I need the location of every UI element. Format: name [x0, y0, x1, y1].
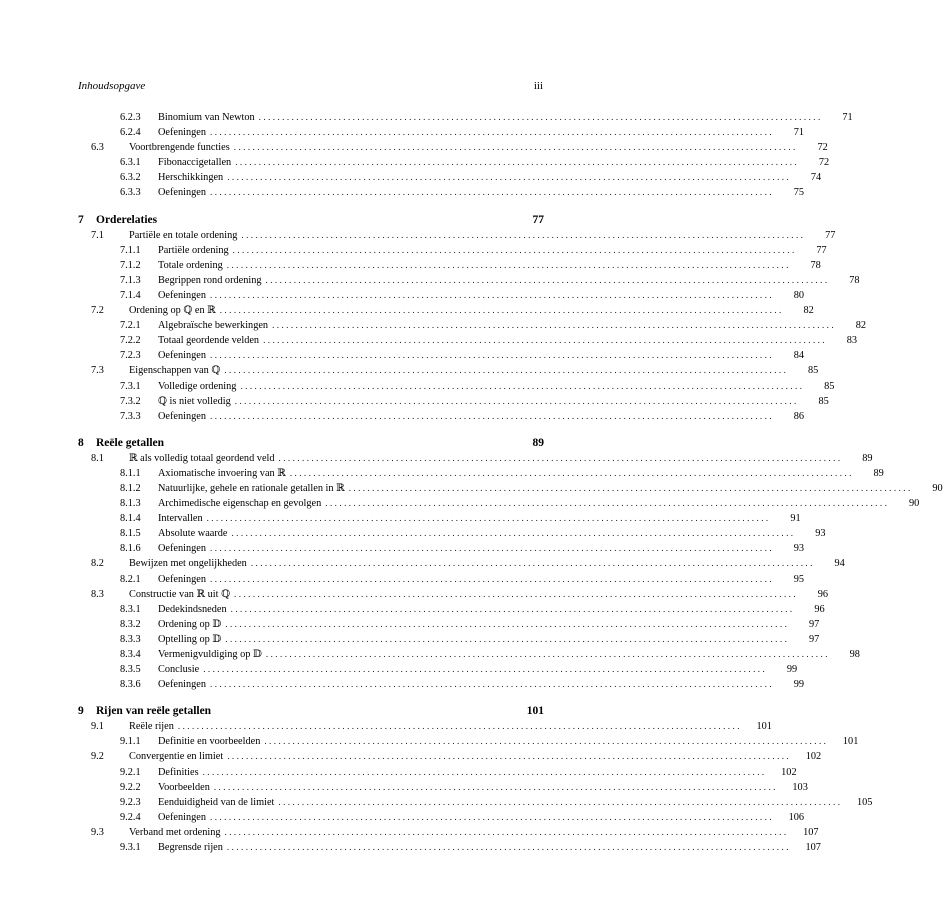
dot-leader: ........................................................................................................................	[250, 558, 815, 569]
toc-entry-title: Partiële en totale ordening	[129, 229, 238, 241]
toc-entry-title: ℚ is niet volledig	[158, 395, 231, 407]
toc-entry-number: 9.3.1	[120, 842, 141, 854]
toc-page-number: 82	[855, 320, 867, 332]
toc-entry-number: 8.1	[91, 452, 104, 464]
toc-page-number: 90	[932, 482, 943, 494]
toc-entry-number: 8.3.6	[120, 679, 141, 691]
toc-entry-number: 8.2.1	[120, 573, 141, 585]
toc-sub-row[interactable]	[78, 125, 805, 140]
dot-leader: ........................................................................................................................	[210, 410, 775, 421]
toc-sub-row[interactable]	[78, 379, 835, 394]
toc-section-row[interactable]	[78, 749, 822, 764]
toc-entry-number: 7.2.3	[120, 350, 141, 362]
toc-sub-row[interactable]	[78, 394, 829, 409]
toc-entry-title: Verband met ordening	[129, 826, 221, 838]
toc-sub-row[interactable]	[78, 243, 827, 258]
toc-section-row[interactable]	[78, 556, 845, 571]
toc-entry-title: Constructie van ℝ uit ℚ	[129, 588, 231, 600]
toc-section-row[interactable]	[78, 363, 819, 378]
toc-chapter-row[interactable]	[78, 435, 544, 451]
dot-leader: ........................................................................................................................	[210, 289, 775, 300]
toc-sub-row[interactable]	[78, 734, 859, 749]
toc-entry-number: 9.1.1	[120, 736, 141, 748]
toc-entry-title: Eenduidigheid van de limiet	[158, 796, 275, 808]
toc-entry-title: Partiële ordening	[158, 244, 229, 256]
toc-entry-title: Rijen van reële getallen	[96, 705, 212, 718]
toc-entry-title: Begrippen rond ordening	[158, 274, 262, 286]
toc-entry-title: Reële getallen	[96, 436, 165, 449]
toc-sub-row[interactable]	[78, 662, 798, 677]
dot-leader: ........................................................................................................................	[263, 335, 828, 346]
toc-page-number: 94	[834, 558, 845, 570]
toc-entry-title: Herschikkingen	[158, 172, 224, 184]
toc-page-number: 102	[805, 751, 822, 763]
dot-leader: ........................................................................................................................	[213, 781, 778, 792]
toc-sub-row[interactable]	[78, 318, 867, 333]
toc-entry-number: 8.3.2	[120, 618, 141, 630]
toc-entry-title: Totale ordening	[158, 259, 223, 271]
toc-section-row[interactable]	[78, 587, 829, 602]
dot-leader: ........................................................................................................................	[265, 649, 830, 659]
dot-leader: ........................................................................................................................	[235, 157, 800, 168]
toc-page-number: 107	[803, 826, 819, 838]
dot-leader: ........................................................................................................................	[210, 187, 775, 198]
toc-page-number: 102	[781, 766, 797, 778]
dot-leader: ........................................................................................................................	[272, 320, 837, 331]
toc-entry-number: 7.3.1	[120, 380, 141, 392]
toc-sub-row[interactable]	[78, 288, 805, 303]
toc-entry-title: Vermenigvuldiging op 𝔻	[158, 649, 262, 660]
toc-page-number: 101	[842, 736, 859, 748]
toc-entry-number: 8.3.5	[120, 664, 141, 676]
toc-entry-number: 8.1.2	[120, 482, 141, 494]
dot-leader: ........................................................................................................................	[210, 811, 775, 822]
toc-page-number: 80	[793, 289, 805, 301]
toc-entry-title: Axiomatische invoering van ℝ	[158, 467, 286, 479]
table-of-contents	[78, 110, 943, 855]
toc-entry-number: 9.3	[91, 826, 104, 838]
toc-sub-row[interactable]	[78, 617, 820, 632]
toc-entry-title: Conclusie	[158, 664, 200, 676]
toc-sub-row[interactable]	[78, 840, 821, 855]
toc-entry-title: Ordening op 𝔻	[158, 618, 222, 630]
toc-entry-number: 7.1.2	[120, 259, 141, 271]
toc-page-number: 97	[808, 618, 820, 630]
toc-page-number: 101	[526, 705, 544, 718]
toc-sub-row[interactable]	[78, 409, 805, 424]
toc-section-row[interactable]	[78, 719, 772, 734]
toc-entry-number: 7.2.1	[120, 320, 141, 332]
toc-entry-title: Oefeningen	[158, 289, 207, 301]
toc-entry-number: 8.3.3	[120, 633, 141, 645]
dot-leader: ........................................................................................................................	[206, 513, 771, 524]
dot-leader: ........................................................................................................................	[264, 736, 829, 747]
toc-sub-row[interactable]	[78, 677, 805, 692]
dot-leader: ........................................................................................................................	[210, 573, 775, 584]
toc-sub-row[interactable]	[78, 348, 805, 363]
toc-entry-number: 8.3	[91, 588, 104, 600]
dot-leader: ........................................................................................................................	[210, 543, 775, 554]
dot-leader: ........................................................................................................................	[227, 751, 792, 762]
toc-page-number: 95	[793, 573, 805, 585]
toc-sub-row[interactable]	[78, 333, 858, 348]
toc-page-number: 77	[816, 244, 827, 256]
dot-leader: ........................................................................................................................	[225, 633, 790, 644]
toc-page-number: 82	[803, 305, 814, 317]
toc-entry-title: Reële rijen	[129, 721, 174, 733]
dot-leader: ........................................................................................................................	[233, 142, 798, 153]
toc-chapter-row[interactable]	[78, 703, 544, 719]
toc-entry-title: Bewijzen met ongelijkheden	[129, 558, 247, 570]
toc-sub-row[interactable]	[78, 541, 805, 556]
toc-page-number: 93	[793, 543, 805, 555]
toc-entry-title: Absolute waarde	[158, 528, 228, 540]
toc-sub-row[interactable]	[78, 496, 920, 511]
toc-page-number: 91	[790, 513, 801, 525]
page-title: Inhoudsopgave	[78, 80, 146, 92]
toc-sub-row[interactable]	[78, 110, 853, 125]
toc-entry-number: 9.2.1	[120, 766, 141, 778]
toc-page-number: 71	[793, 127, 805, 139]
toc-entry-number: 8.1.6	[120, 543, 141, 555]
toc-section-row[interactable]	[78, 228, 836, 243]
toc-page-number: 89	[862, 452, 873, 464]
toc-entry-title: Oefeningen	[158, 573, 207, 585]
toc-entry-number: 7.1.4	[120, 289, 141, 301]
toc-entry-title: Optelling op 𝔻	[158, 633, 222, 645]
toc-entry-title: Archimedische eigenschap en gevolgen	[158, 498, 322, 510]
toc-entry-number: 7	[78, 213, 84, 226]
toc-entry-number: 7.2	[91, 305, 104, 317]
toc-page-number: 78	[810, 259, 821, 271]
toc-gap	[78, 201, 544, 212]
toc-gap	[78, 692, 544, 703]
toc-entry-title: Fibonaccigetallen	[158, 157, 232, 169]
toc-page-number: 84	[793, 350, 805, 362]
dot-leader: ........................................................................................................................	[278, 796, 843, 807]
dot-leader: ........................................................................................................................	[219, 305, 784, 316]
toc-sub-row[interactable]	[78, 466, 884, 481]
toc-page-number: 99	[786, 664, 798, 676]
dot-leader: ........................................................................................................................	[241, 229, 806, 240]
toc-entry-title: Voortbrengende functies	[129, 142, 230, 154]
toc-entry-title: Oefeningen	[158, 187, 207, 199]
toc-page-number: 105	[856, 796, 873, 808]
toc-entry-number: 7.1.1	[120, 244, 141, 256]
page-number: iii	[533, 80, 543, 92]
toc-page-number: 75	[793, 187, 805, 199]
toc-sub-row[interactable]	[78, 780, 808, 795]
toc-sub-row[interactable]	[78, 795, 873, 810]
running-head	[78, 80, 543, 92]
toc-page-number: 74	[810, 172, 822, 184]
toc-entry-number: 6.2.4	[120, 127, 141, 139]
toc-entry-number: 8	[78, 436, 84, 449]
toc-sub-row[interactable]	[78, 155, 830, 170]
toc-entry-title: Totaal geordende velden	[158, 335, 260, 347]
toc-entry-title: Orderelaties	[96, 213, 158, 226]
toc-entry-title: Oefeningen	[158, 410, 207, 422]
toc-entry-title: Natuurlijke, gehele en rationale getallen in ℝ	[158, 482, 345, 494]
toc-entry-title: Dedekindsneden	[158, 603, 227, 615]
toc-sub-row[interactable]	[78, 481, 943, 496]
toc-page-number: 78	[849, 274, 860, 286]
dot-leader: ........................................................................................................................	[225, 618, 790, 629]
toc-page-number: 103	[792, 781, 808, 793]
toc-entry-title: Voorbeelden	[158, 781, 210, 793]
toc-entry-number: 7.2.2	[120, 335, 141, 347]
toc-entry-number: 7.1.3	[120, 274, 141, 286]
toc-page-number: 77	[825, 229, 836, 241]
dot-leader: ........................................................................................................................	[202, 766, 767, 777]
dot-leader: ........................................................................................................................	[289, 467, 854, 478]
toc-section-row[interactable]	[78, 140, 828, 155]
toc-page-number: 99	[793, 679, 805, 691]
toc-sub-row[interactable]	[78, 185, 805, 200]
toc-page-number: 90	[908, 498, 920, 510]
toc-entry-title: Volledige ordening	[158, 380, 237, 392]
dot-leader: ........................................................................................................................	[210, 127, 775, 138]
toc-entry-title: Begrensde rijen	[158, 842, 223, 854]
toc-sub-row[interactable]	[78, 511, 801, 526]
toc-entry-number: 6.3.2	[120, 172, 141, 184]
toc-entry-number: 9.1	[91, 721, 104, 733]
toc-entry-title: Definities	[158, 766, 199, 778]
dot-leader: ........................................................................................................................	[325, 498, 890, 509]
toc-entry-number: 8.1.4	[120, 513, 141, 525]
toc-page-number: 85	[808, 365, 819, 377]
toc-entry-number: 7.1	[91, 229, 104, 241]
toc-page-number: 106	[788, 811, 805, 823]
toc-entry-title: Binomium van Newton	[158, 112, 255, 123]
toc-page-number: 98	[849, 649, 860, 660]
toc-entry-number: 9.2	[91, 751, 104, 763]
toc-entry-number: 8.2	[91, 558, 104, 570]
toc-entry-number: 8.1.3	[120, 498, 141, 510]
toc-entry-number: 8.1.1	[120, 467, 141, 479]
toc-entry-title: Oefeningen	[158, 350, 207, 362]
toc-entry-number: 9	[78, 705, 84, 718]
dot-leader: ........................................................................................................................	[278, 452, 843, 463]
toc-section-row[interactable]	[78, 451, 873, 466]
toc-page-number: 72	[817, 142, 828, 154]
toc-page-number: 101	[756, 721, 772, 733]
dot-leader: ........................................................................................................................	[232, 244, 797, 255]
toc-sub-row[interactable]	[78, 258, 821, 273]
toc-sub-row[interactable]	[78, 632, 820, 647]
toc-page-number: 86	[793, 410, 805, 422]
dot-leader: ........................................................................................................................	[234, 395, 799, 406]
dot-leader: ........................................................................................................................	[224, 826, 789, 837]
toc-entry-title: Oefeningen	[158, 543, 207, 555]
toc-entry-title: Eigenschappen van ℚ	[129, 365, 221, 377]
toc-entry-title: Oefeningen	[158, 127, 207, 139]
toc-page-number: 97	[808, 633, 820, 645]
toc-sub-row[interactable]	[78, 572, 805, 587]
toc-entry-title: Convergentie en limiet	[129, 751, 224, 763]
toc-entry-number: 9.2.2	[120, 781, 141, 793]
toc-page-number: 96	[814, 603, 825, 615]
toc-page-number: 77	[532, 213, 544, 226]
toc-section-row[interactable]	[78, 825, 819, 840]
toc-entry-title: ℝ als volledig totaal geordend veld	[129, 452, 275, 464]
toc-entry-number: 7.3.3	[120, 410, 141, 422]
toc-sub-row[interactable]	[78, 647, 860, 662]
dot-leader: ........................................................................................................................	[231, 528, 796, 539]
dot-leader: ........................................................................................................................	[348, 482, 913, 493]
toc-entry-number: 7.3	[91, 365, 104, 377]
toc-page-number: 72	[818, 157, 830, 169]
toc-entry-number: 9.2.3	[120, 796, 141, 808]
toc-page-number: 85	[824, 380, 835, 392]
toc-section-row[interactable]	[78, 303, 814, 318]
dot-leader: ........................................................................................................................	[203, 664, 768, 675]
toc-page-number: 107	[805, 842, 821, 854]
toc-entry-number: 6.2.3	[120, 112, 141, 123]
dot-leader: ........................................................................................................................	[230, 603, 795, 614]
dot-leader: ........................................................................................................................	[265, 274, 830, 285]
toc-page-number: 83	[846, 335, 858, 347]
toc-entry-title: Oefeningen	[158, 811, 207, 823]
dot-leader: ........................................................................................................................	[226, 842, 791, 853]
toc-entry-number: 6.3.1	[120, 157, 141, 169]
toc-page-number: 93	[815, 528, 826, 540]
toc-entry-number: 9.2.4	[120, 811, 141, 823]
toc-sub-row[interactable]	[78, 765, 797, 780]
toc-entry-title: Ordening op ℚ en ℝ	[129, 305, 216, 317]
toc-sub-row[interactable]	[78, 170, 822, 185]
toc-page-number: 96	[817, 588, 829, 600]
toc-entry-number: 6.3.3	[120, 187, 141, 199]
toc-entry-title: Oefeningen	[158, 679, 207, 691]
dot-leader: ........................................................................................................................	[210, 679, 775, 690]
toc-entry-number: 7.3.2	[120, 395, 141, 407]
toc-sub-row[interactable]	[78, 273, 860, 288]
toc-sub-row[interactable]	[78, 810, 805, 825]
toc-entry-title: Algebraïsche bewerkingen	[158, 320, 269, 332]
dot-leader: ........................................................................................................................	[177, 721, 742, 732]
dot-leader: ........................................................................................................................	[224, 365, 789, 376]
toc-entry-number: 8.1.5	[120, 528, 141, 540]
toc-entry-title: Intervallen	[158, 513, 203, 525]
toc-page-number: 85	[818, 395, 829, 407]
toc-page-number: 89	[873, 467, 884, 479]
dot-leader: ........................................................................................................................	[227, 172, 792, 183]
toc-entry-number: 8.3.4	[120, 649, 141, 660]
dot-leader: ........................................................................................................................	[234, 588, 799, 599]
toc-sub-row[interactable]	[78, 526, 826, 541]
toc-chapter-row[interactable]	[78, 212, 544, 228]
dot-leader: ........................................................................................................................	[210, 350, 775, 361]
toc-entry-number: 8.3.1	[120, 603, 141, 615]
dot-leader: ........................................................................................................................	[226, 259, 791, 270]
toc-gap	[78, 424, 544, 435]
dot-leader: ........................................................................................................................	[258, 112, 823, 122]
toc-page-number: 71	[842, 112, 853, 123]
toc-entry-title: Definitie en voorbeelden	[158, 736, 261, 748]
toc-page-number: 89	[532, 436, 544, 449]
dot-leader: ........................................................................................................................	[240, 380, 805, 391]
toc-entry-number: 6.3	[91, 142, 104, 154]
toc-sub-row[interactable]	[78, 602, 825, 617]
